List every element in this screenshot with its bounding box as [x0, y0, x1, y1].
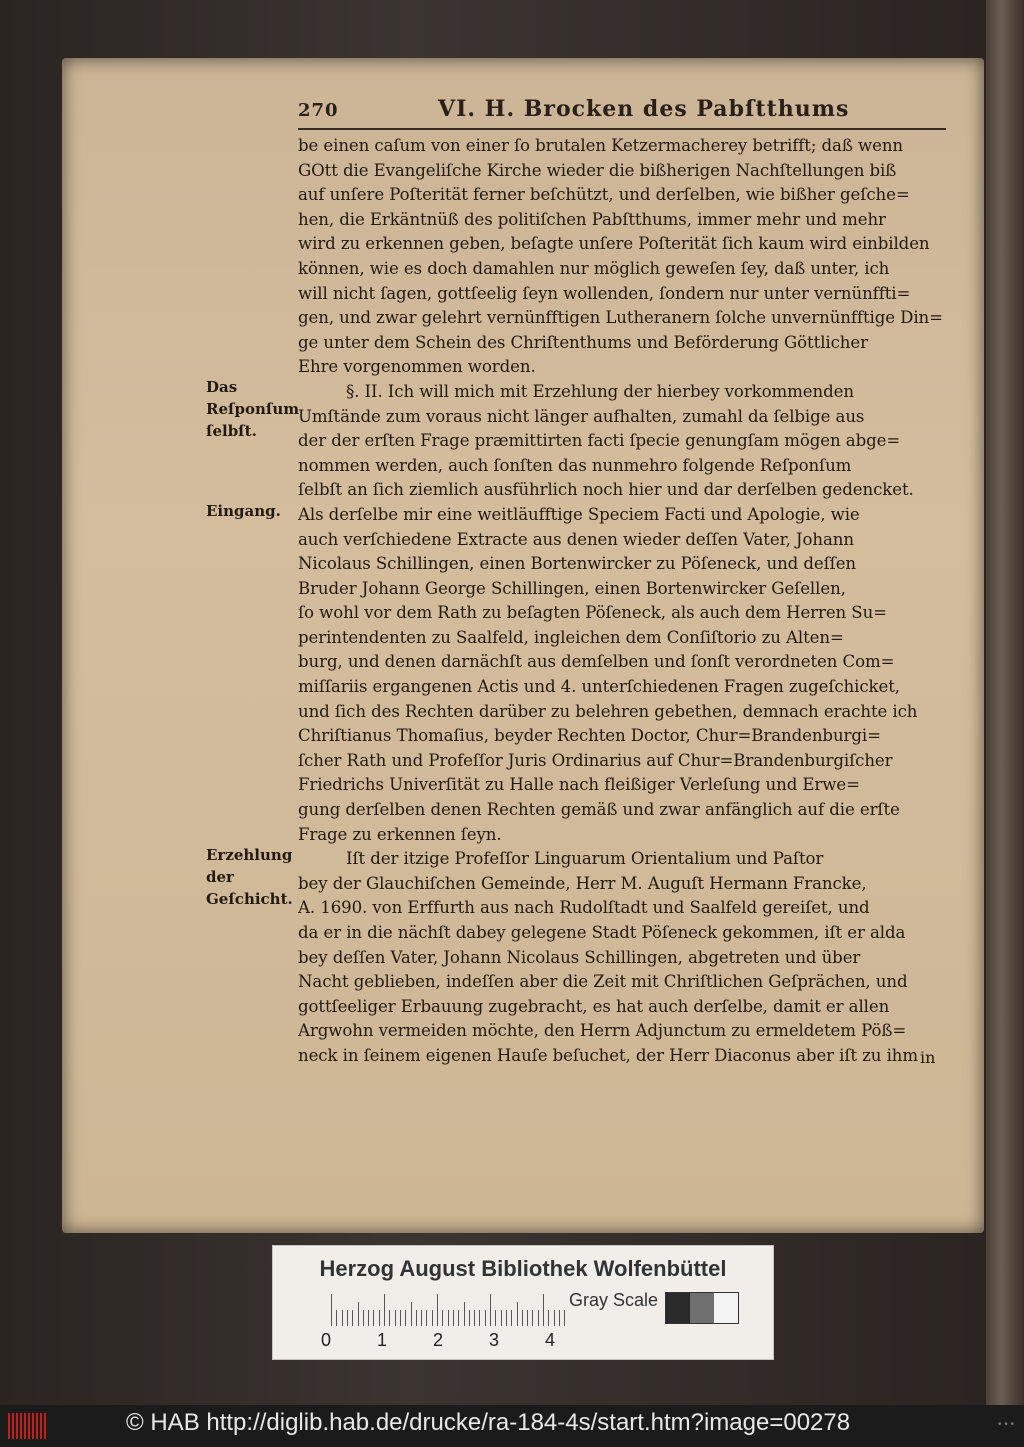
text-line: Nacht geblieben, indeſſen aber die Zeit mit Chriſtlichen Geſprächen, und [298, 972, 908, 992]
text-line: ſcher Rath und Profeſſor Juris Ordinarius auf Chur=Brandenburgiſcher [298, 750, 893, 770]
ruler-tick [347, 1310, 348, 1326]
ruler-tick [522, 1310, 523, 1326]
ruler-number: 1 [377, 1330, 388, 1350]
library-label-card [272, 1245, 774, 1360]
ruler-tick [453, 1310, 454, 1326]
text-line: neck in ſeinem eigenen Hauſe beſuchet, der Herr Diaconus aber iſt zu ihm [298, 1045, 919, 1065]
ruler-tick [490, 1294, 491, 1326]
ruler-numbers [321, 1330, 581, 1352]
text-line: Bruder Johann George Schillingen, einen Bortenwircker Geſellen, [298, 578, 846, 598]
ruler-tick [352, 1310, 353, 1326]
text-line: und ſich des Rechten darüber zu belehren gebethen, demnach erachte ich [298, 701, 918, 721]
ruler-tick [448, 1310, 449, 1326]
text-line: auf unſere Poſterität ferner beſchützt, und derſelben, wie bißher geſche= [298, 185, 910, 205]
header-rule [298, 128, 946, 130]
footer-bar [0, 1405, 1024, 1447]
text-line: ſo wohl vor dem Rath zu beſagten Pöſeneck, als auch dem Herren Su= [298, 603, 887, 623]
gray-swatch [666, 1293, 690, 1323]
ruler-tick [368, 1310, 369, 1326]
text-line: bey der Glauchiſchen Gemeinde, Herr M. Auguſt Hermann Francke, [298, 873, 867, 893]
ruler-tick [548, 1310, 549, 1326]
ruler-tick [384, 1294, 385, 1326]
text-line: nommen werden, auch ſonſten das nunmehro folgende Reſponſum [298, 455, 852, 475]
ruler-tick [437, 1294, 438, 1326]
ruler-number: 2 [433, 1330, 444, 1350]
text-line: Frage zu erkennen ſeyn. [298, 824, 502, 844]
ruler-tick [373, 1310, 374, 1326]
ruler-tick [501, 1310, 502, 1326]
text-line: will nicht ſagen, gottſeelig ſeyn wollenden, ſondern nur unter vernünffti= [298, 283, 911, 303]
ruler-tick [527, 1310, 528, 1326]
text-line: der der erſten Frage præmittirten facti ſpecie genungſam mögen abge= [298, 431, 901, 451]
ruler-tick [405, 1310, 406, 1326]
ruler-tick [543, 1294, 544, 1326]
ruler-tick [342, 1310, 343, 1326]
ruler-tick [464, 1302, 465, 1326]
ruler-tick [495, 1310, 496, 1326]
ruler-tick [538, 1310, 539, 1326]
ruler-tick [564, 1310, 565, 1326]
margin-note-eingang: Eingang. [206, 502, 281, 520]
ruler-tick [421, 1310, 422, 1326]
text-line: GOtt die Evangeliſche Kirche wieder die bißherigen Nachſtellungen biß [298, 160, 897, 180]
ruler-tick [363, 1310, 364, 1326]
text-line: miſſariis ergangenen Actis und 4. unterſchiedenen Fragen zugeſchicket, [298, 677, 900, 697]
text-line: können, wie es doch damahlen nur möglich geweſen ſey, daß unter, ich [298, 258, 890, 278]
text-line: gen, und zwar gelehrt vernünfftigen Lutheranern ſolche unvernünfftige Din= [298, 308, 943, 328]
ruler-tick [400, 1310, 401, 1326]
ruler-tick [458, 1310, 459, 1326]
ruler-tick [469, 1310, 470, 1326]
gray-swatch [714, 1293, 738, 1323]
text-line: gung derſelben denen Rechten gemäß und zwar anfänglich auf die erſte [298, 800, 900, 820]
ruler-tick [474, 1310, 475, 1326]
ruler-number: 3 [489, 1330, 500, 1350]
text-line: Ehre vorgenommen worden. [298, 357, 536, 377]
gray-scale-label: Gray Scale [569, 1290, 659, 1310]
ruler-tick [336, 1310, 337, 1326]
ruler-tick [554, 1310, 555, 1326]
text-line: perintendenten zu Saalfeld, ingleichen dem Conſiſtorio zu Alten= [298, 627, 844, 647]
text-line: hen, die Erkäntnüß des politiſchen Pabſtthums, immer mehr und mehr [298, 209, 886, 229]
library-name: Herzog August Bibliothek Wolfenbüttel [319, 1256, 727, 1281]
catchword: in [920, 1048, 936, 1067]
footer-copyright: © HAB http://diglib.hab.de/drucke/ra-184-4s/start.htm?image=00278 [126, 1409, 851, 1436]
text-line: gottſeeliger Erbauung zugebracht, es hat auch derſelbe, damit er allen [298, 996, 890, 1016]
ruler-tick [358, 1302, 359, 1326]
ruler-tick [331, 1294, 332, 1326]
text-line: burg, und denen darnächſt aus demſelben und ſonſt verordneten Com= [298, 652, 895, 672]
text-line: da er in die nächſt dabey gelegene Stadt Pöſeneck gekommen, iſt er alda [298, 923, 906, 942]
ruler-tick [517, 1302, 518, 1326]
margin-note-responsum: Das Reſponſum ſelbſt. [206, 378, 300, 440]
barcode-icon [8, 1413, 48, 1439]
ruler-tick [416, 1310, 417, 1326]
text-line: be einen caſum von einer ſo brutalen Ketzermacherey betrifft; daß wenn [298, 136, 904, 155]
ruler-tick [479, 1310, 480, 1326]
ruler-number: 4 [545, 1330, 556, 1350]
text-line: ſelbſt an ſich ziemlich ausführlich noch hier und dar derſelben gedencket. [298, 480, 914, 500]
running-header [298, 96, 948, 128]
ruler-tick [511, 1310, 512, 1326]
ruler-tick [395, 1310, 396, 1326]
text-line: wird zu erkennen geben, beſagte unſere Poſterität ſich kaum wird einbilden [298, 234, 930, 254]
text-line: Nicolaus Schillingen, einen Bortenwircker zu Pöſeneck, und deſſen [298, 554, 856, 574]
page-number: 270 [298, 100, 339, 121]
body-text [298, 134, 948, 1069]
margin-note-erzehlung: Erzehlung der Geſchicht. [206, 846, 293, 908]
book-edge [986, 0, 1024, 1405]
gray-scale-swatch [665, 1292, 739, 1324]
ruler-tick [506, 1310, 507, 1326]
text-line: Friedrichs Univerſität zu Halle nach fleißiger Verleſung und Erwe= [298, 775, 860, 795]
ruler-tick [485, 1310, 486, 1326]
ruler-tick [442, 1310, 443, 1326]
text-line: Argwohn vermeiden möchte, den Herrn Adjunctum zu ermeldetem Pöß= [298, 1021, 907, 1041]
ruler-tick [559, 1310, 560, 1326]
text-line: ge unter dem Schein des Chriſtenthums und Beförderung Göttlicher [298, 332, 868, 352]
ruler-tick [532, 1310, 533, 1326]
text-line: Umſtände zum voraus nicht länger aufhalten, zumahl da ſelbige aus [298, 406, 865, 426]
gray-swatch [690, 1293, 714, 1323]
running-title: VI. H. Brocken des Pabſtthums [438, 96, 850, 122]
ruler-tick [426, 1310, 427, 1326]
ruler-scale [331, 1294, 567, 1326]
text-line: auch verſchiedene Extracte aus denen wieder deſſen Vater, Johann [298, 529, 854, 549]
text-line: A. 1690. von Erffurth aus nach Rudolſtadt und Saalfeld gereiſet, und [298, 898, 870, 918]
text-line: Chriſtianus Thomaſius, beyder Rechten Doctor, Chur=Brandenburgi= [298, 726, 881, 746]
ruler-tick [379, 1310, 380, 1326]
text-line: Iſt der itzige Profeſſor Linguarum Orientalium und Paſtor [346, 849, 824, 869]
ruler-number: 0 [321, 1330, 332, 1350]
text-line: bey deſſen Vater, Johann Nicolaus Schillingen, abgetreten und über [298, 947, 861, 967]
text-line: Als derſelbe mir eine weitläufftige Speciem Facti und Apologie, wie [298, 504, 860, 524]
text-line: §. II. Ich will mich mit Erzehlung der hierbey vorkommenden [346, 381, 854, 401]
footer-dots-icon: • • • [997, 1419, 1014, 1430]
ruler-tick [432, 1310, 433, 1326]
ruler-tick [411, 1302, 412, 1326]
ruler-tick [389, 1310, 390, 1326]
